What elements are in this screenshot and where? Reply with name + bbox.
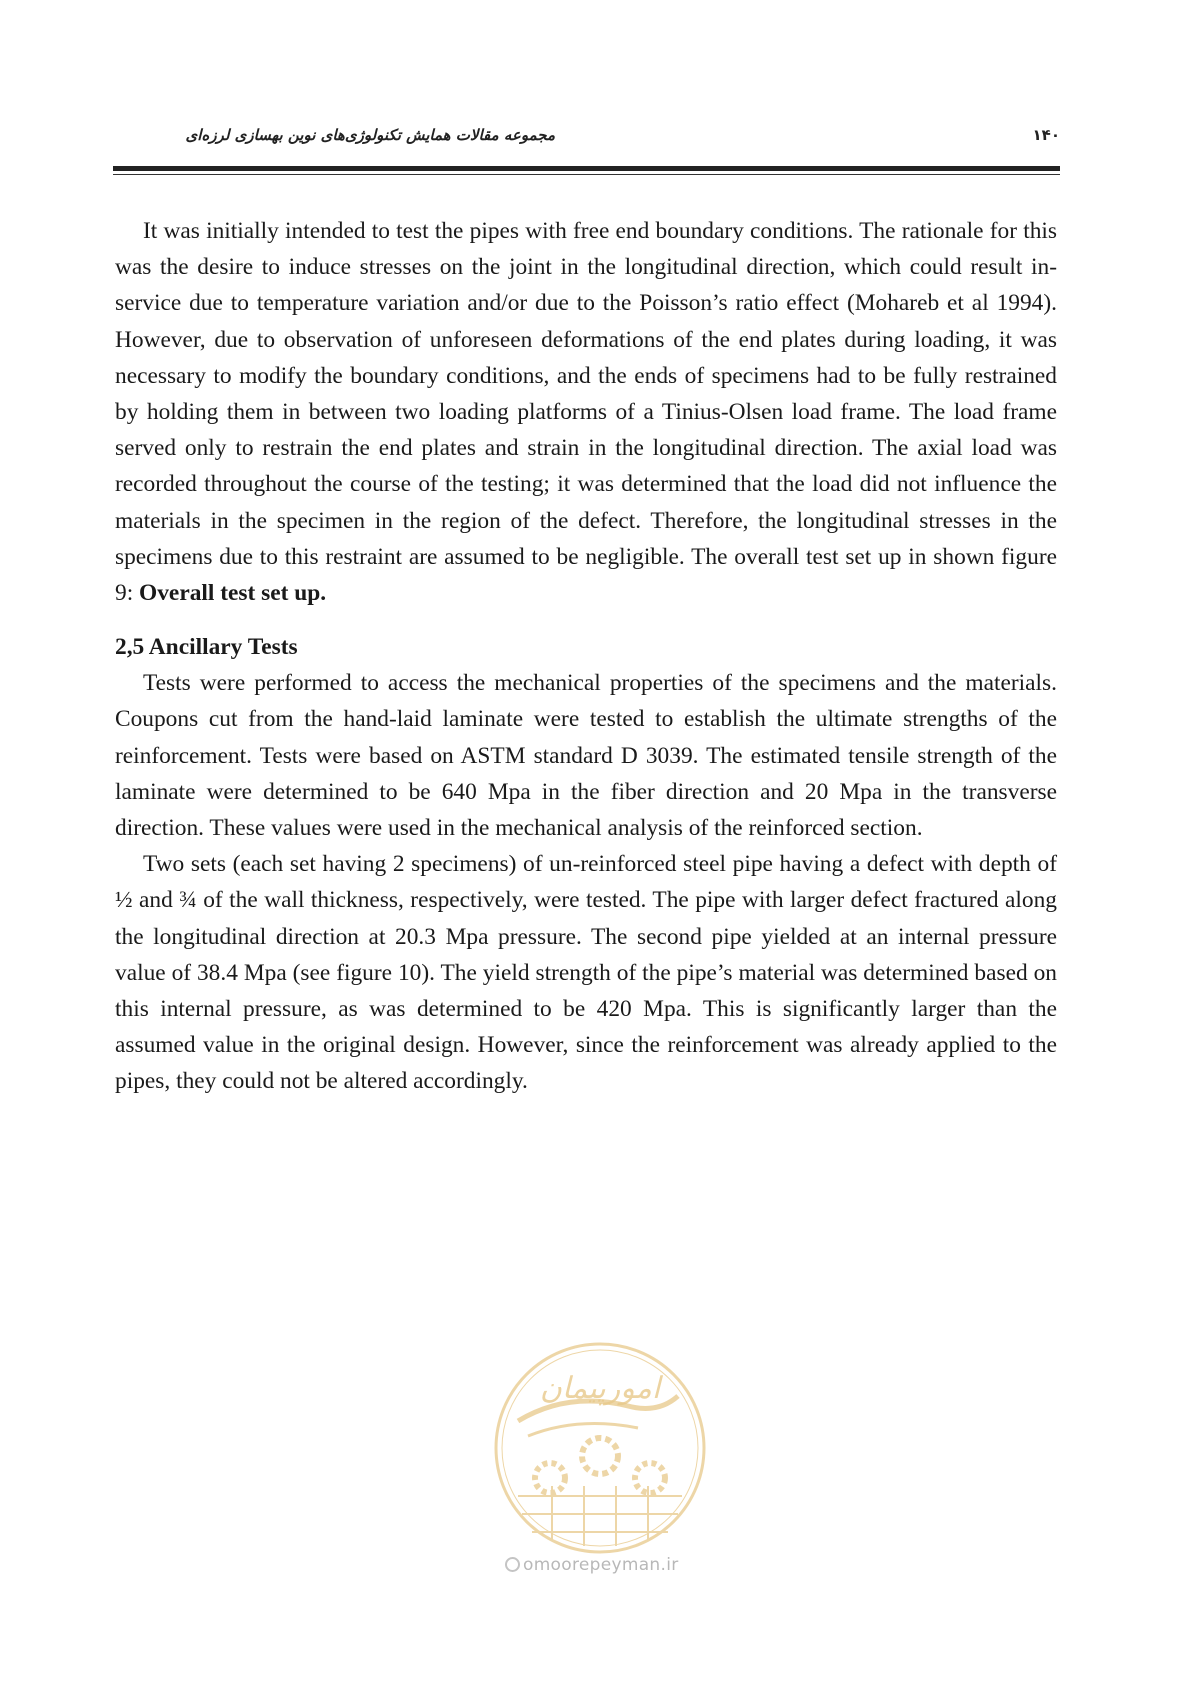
figure-caption-reference: Overall test set up. (139, 580, 327, 607)
body-text (115, 213, 1057, 1100)
paragraph-test-setup (115, 213, 1057, 611)
watermark-site (505, 1555, 705, 1575)
page-number: ۱۴۰ (1032, 126, 1060, 144)
watermark-site-label: omoorepeyman.ir (523, 1555, 679, 1575)
paragraph-text: It was initially intended to test the pipes with free end boundary conditions. The rationale for this was the desire to induce stresses on the joint in the longitudinal direction, which could result in-service due to temperature variation and/or due to the Poisson’s ratio effect (Mohareb et al 1994). However, due to observation of unforeseen deformations of the end plates during loading, it was necessary to modify the boundary conditions, and the ends of specimens had to be fully restrained by holding them in between two loading platforms of a Tinius-Olsen load frame. The load frame served only to restrain the end plates and strain in the longitudinal direction. The axial load was recorded throughout the course of the testing; it was determined that the load did not influence the materials in the specimen in the region of the defect. Therefore, the longitudinal stresses in the specimens due to this restraint are assumed to be negligible. The overall test set up in shown figure 9: (115, 218, 1057, 607)
header-rule-thick (113, 166, 1060, 171)
paragraph-ancillary-tests: Tests were performed to access the mechanical properties of the specimens and the materials. Coupons cut from the hand-laid laminate were tested to establish the ultimate strengths of the reinforcement. Tests were based on ASTM standard D 3039. The estimated tensile strength of the laminate were determined to be 640 Mpa in the fiber direction and 20 Mpa in the transverse direction. These values were used in the mechanical analysis of the reinforced section. (115, 670, 1057, 842)
watermark-logo (488, 1336, 712, 1568)
at-icon (505, 1557, 520, 1572)
journal-title: مجموعه مقالات همایش تکنولوژی‌های نوین بهسازی لرزه‌ای (185, 126, 555, 144)
running-header (113, 126, 1060, 152)
paragraph-pipe-tests: Two sets (each set having 2 specimens) of un-reinforced steel pipe having a defect with depth of ½ and ¾ of the wall thickness, respectively, were tested. The pipe with larger defect fractured along the longitudinal direction at 20.3 Mpa pressure. The second pipe yielded at an internal pressure value of 38.4 Mpa (see figure 10). The yield strength of the pipe’s material was determined based on this internal pressure, as was determined to be 420 Mpa. This is significantly larger than the assumed value in the original design. However, since the reinforcement was already applied to the pipes, they could not be altered accordingly. (115, 851, 1057, 1095)
header-rule-thin (113, 174, 1060, 175)
watermark-logo-text: امورپیمان (539, 1371, 661, 1406)
section-heading: 2,5 Ancillary Tests (115, 634, 298, 661)
